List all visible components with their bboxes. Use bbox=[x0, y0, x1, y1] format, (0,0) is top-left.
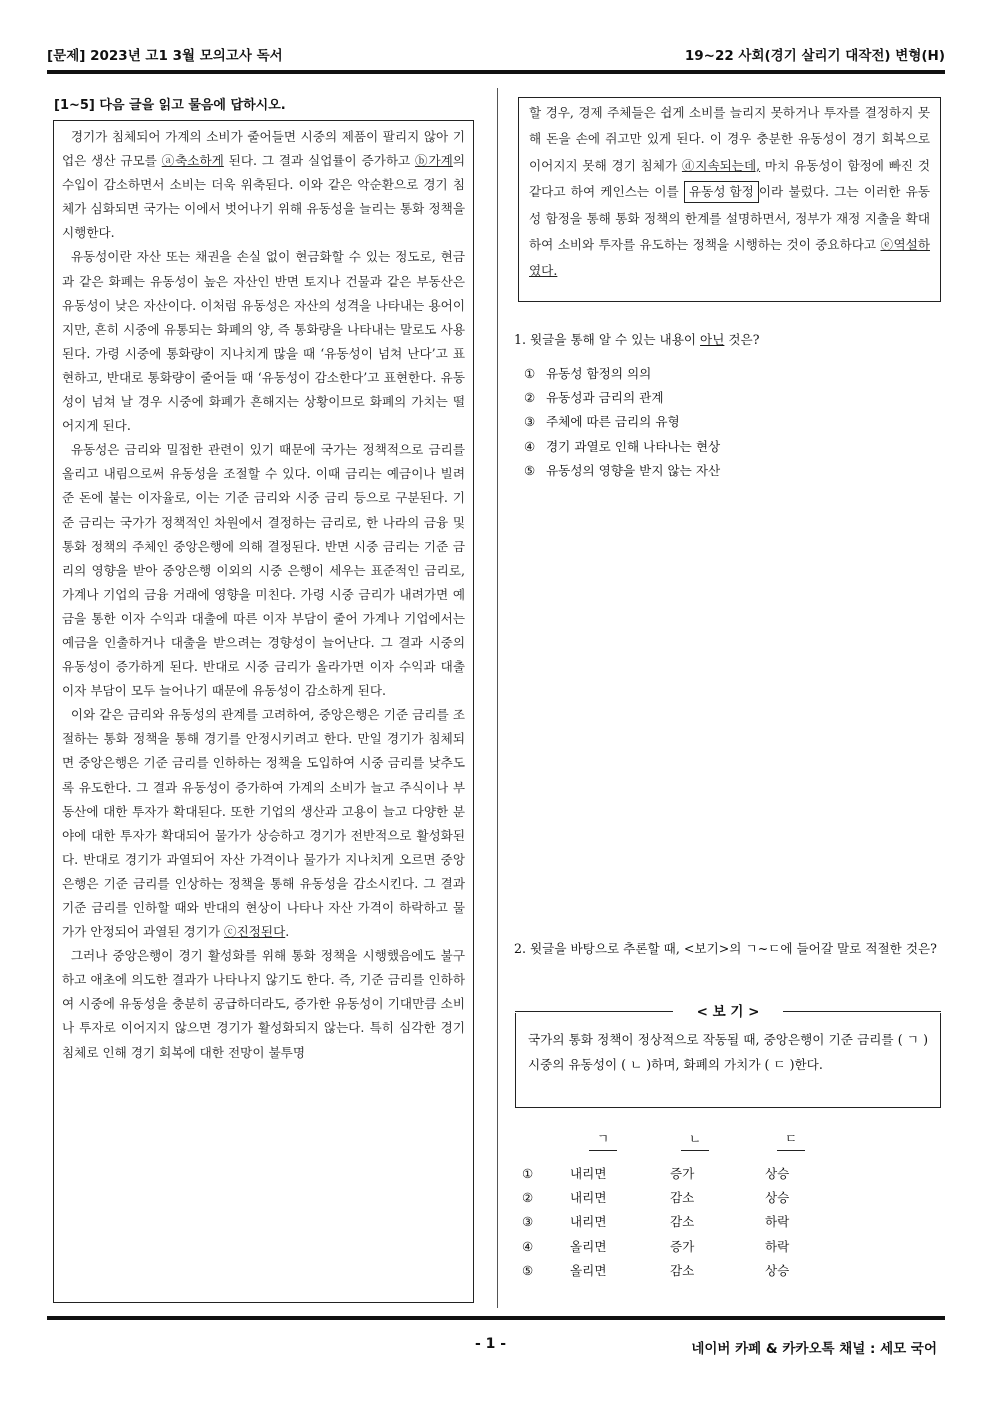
answer-number: ③ bbox=[522, 1214, 534, 1230]
answer-row-4[interactable] bbox=[522, 1235, 822, 1259]
answer-number: ① bbox=[522, 1166, 534, 1181]
choice-text: 유동성의 영향을 받지 않는 자산 bbox=[546, 462, 721, 478]
page-header bbox=[47, 44, 945, 66]
q1-stem-emphasis: 아닌 bbox=[700, 332, 725, 347]
header-digeut: ㄷ bbox=[777, 1128, 805, 1151]
choice-number: ① bbox=[524, 366, 536, 381]
choice-text: 주체에 따른 금리의 유형 bbox=[546, 414, 680, 430]
passage-box bbox=[53, 120, 474, 1303]
answer-nieun: 감소 bbox=[670, 1214, 695, 1230]
passage-paragraph-2: 유동성이란 자산 또는 채권을 손실 없이 현금화할 수 있는 정도로, 현금과 같은 화폐는 유동성이 높은 자산인 반면 토지나 건물과 같은 부동산은 유동성이 낮은 자산이다. 이처럼 유동성은 자산의 성격을 나타내는 용어이지만, 흔히 시중에 유통되는 화폐의 양, 즉 통화량을 나타내는 말로도 사용된다. 가령 시중에 통화량이 지나치게 많을 때 ‘유동성이 넘쳐 난다’고 표현하고, 반대로 통화량이 줄어들 때 ‘유동성이 감소한다’고 표현한다. 유동성이 넘쳐 날 경우 시중에 화폐가 흔해지는 상황이므로 화폐의 가치는 떨어지게 된다. bbox=[62, 249, 465, 434]
answer-nieun: 감소 bbox=[670, 1190, 695, 1206]
cont-text-c: 이라 불렀다. 그는 이러한 유동성 함정을 통해 통화 정책의 한계를 설명하면서, 정부가 재정 지출을 확대하여 소비와 투자를 유도하는 정책을 시행하는 것이 중요하다고 bbox=[529, 184, 930, 253]
choice-text: 유동성과 금리의 관계 bbox=[546, 390, 664, 406]
header-giyeok: ㄱ bbox=[589, 1128, 617, 1151]
bogi-box bbox=[515, 1013, 941, 1108]
footer-credit: 네이버 카페 & 카카오톡 채널 : 세모 국어 bbox=[691, 1341, 937, 1357]
choice-number: ④ bbox=[524, 438, 536, 454]
instruction: [1~5] 다음 글을 읽고 물음에 답하시오. bbox=[54, 98, 286, 113]
passage-paragraph-1 bbox=[62, 125, 465, 245]
question-2-stem: 2. 윗글을 바탕으로 추론할 때, <보기>의 ㄱ~ㄷ에 들어갈 말로 적절한 것은? bbox=[514, 941, 937, 956]
choice-number: ③ bbox=[524, 414, 536, 430]
liquidity-trap-term: 유동성 함정 bbox=[684, 181, 759, 203]
exam-title: [문제] 2023년 고1 3월 모의고사 독서 bbox=[47, 48, 283, 64]
passage-topic: 19~22 사회(경기 살리기 대작전) 변형(H) bbox=[684, 48, 945, 64]
choice-4[interactable] bbox=[524, 435, 942, 459]
answer-row-2[interactable] bbox=[522, 1186, 822, 1210]
page-number: - 1 - bbox=[475, 1336, 507, 1352]
answer-row-3[interactable] bbox=[522, 1210, 822, 1234]
choice-5[interactable] bbox=[524, 459, 942, 483]
choice-text: 유동성 함정의 의의 bbox=[546, 366, 652, 381]
p4-text-a: 이와 같은 금리와 유동성의 관계를 고려하여, 중앙은행은 기준 금리를 조절하는 통화 정책을 통해 경기를 안정시키려고 한다. 만일 경기가 침체되면 중앙은행은 기준 금리를 인하하는 정책을 도입하여 시중 금리를 낮추도록 유도한다. 그 결과 유동성이 증가하여 가계의 소비가 늘고 주식이나 부동산에 대한 투자가 확대된다. 또한 기업의 생산과 고용이 늘고 다양한 분야에 대한 투자가 확대되어 물가가 상승하고 경기가 전반적으로 활성화된다. 반대로 경기가 과열되어 자산 가격이나 물가가 지나치게 오르면 중앙은행은 기준 금리를 인상하는 정책을 통해 유동성을 감소시킨다. 그 결과 기준 금리를 인하할 때와 반대의 현상이 나타나 자산 가격이 하락하고 물가가 안정되어 과열된 경기가 bbox=[62, 707, 465, 940]
q1-stem-b: 것은? bbox=[724, 332, 760, 347]
p4-text-b: . bbox=[285, 924, 290, 940]
choice-text: 경기 과열로 인해 나타나는 현상 bbox=[546, 438, 721, 454]
passage-continuation-box bbox=[518, 97, 941, 302]
cont-text-a: 할 경우, 경제 주체들은 쉽게 소비를 늘리지 못하거나 투자를 결정하지 못해 돈을 손에 쥐고만 있게 된다. 이 경우 충분한 유동성이 경기 회복으로 이어지지 못해 경기 침체가 bbox=[529, 105, 930, 173]
answer-giyeok: 올리면 bbox=[570, 1262, 607, 1278]
answer-giyeok: 내리면 bbox=[570, 1214, 607, 1230]
question-2 bbox=[514, 937, 944, 961]
bogi-label: < 보 기 > bbox=[696, 1004, 760, 1020]
header-rule bbox=[47, 70, 945, 74]
answer-table-header bbox=[522, 1128, 822, 1162]
passage-paragraph-3: 유동성은 금리와 밀접한 관련이 있기 때문에 국가는 정책적으로 금리를 올리고 내림으로써 유동성을 조절할 수 있다. 이때 금리는 예금이나 빌려준 돈에 붙는 이자율로, 이는 기준 금리와 시중 금리 등으로 구분된다. 기준 금리는 국가가 정책적인 차원에서 결정하는 금리로, 한 나라의 금융 및 통화 정책의 주체인 중앙은행에 의해 결정된다. 반면 시중 금리는 기준 금리의 영향을 받아 중앙은행 이외의 시중 은행이 세우는 표준적인 금리로, 가계나 기업의 금융 거래에 영향을 미친다. 가령 시중 금리가 내려가면 예금을 통한 이자 수익과 대출에 따른 이자 부담이 줄어 가계나 기업에서는 예금을 인출하거나 대출을 받으려는 경향성이 늘어난다. 그 결과 시중의 유동성이 증가하게 된다. 반대로 시중 금리가 올라가면 이자 수익과 대출 이자 부담이 모두 늘어나기 때문에 유동성이 감소하게 된다. bbox=[62, 442, 465, 699]
passage-continuation bbox=[529, 100, 930, 285]
bogi-text: 국가의 통화 정책이 정상적으로 작동될 때, 중앙은행이 기준 금리를 ( ㄱ ) 시중의 유동성이 ( ㄴ )하며, 화폐의 가치가 ( ㄷ )한다. bbox=[528, 1032, 928, 1072]
mark-d: ⓓ지속되는데, bbox=[681, 157, 761, 173]
footer-rule bbox=[47, 1316, 945, 1320]
answer-row-1[interactable] bbox=[522, 1162, 822, 1186]
answer-giyeok: 올리면 bbox=[570, 1238, 607, 1254]
answer-number: ⑤ bbox=[522, 1262, 534, 1278]
answer-number: ④ bbox=[522, 1238, 534, 1254]
answer-digeut: 하락 bbox=[765, 1238, 790, 1254]
question-1 bbox=[514, 328, 942, 483]
mark-e: ⓔ역설하였다. bbox=[529, 237, 930, 279]
passage-paragraph-5: 그러나 중앙은행이 경기 활성화를 위해 통화 정책을 시행했음에도 불구하고 애초에 의도한 결과가 나타나지 않기도 한다. 즉, 기준 금리를 인하하여 시중에 유동성을 충분히 공급하더라도, 증가한 유동성이 기대만큼 소비나 투자로 이어지지 않으면 경기가 활성화되지 않는다. 특히 심각한 경기 침체로 인해 경기 회복에 대한 전망이 불투명 bbox=[62, 948, 465, 1060]
bogi-rule-right bbox=[783, 1011, 941, 1012]
answer-nieun: 증가 bbox=[670, 1238, 695, 1254]
answer-row-5[interactable] bbox=[522, 1259, 822, 1283]
answer-giyeok: 내리면 bbox=[570, 1190, 607, 1206]
answer-nieun: 감소 bbox=[670, 1262, 695, 1278]
choice-number: ② bbox=[524, 390, 536, 406]
answer-digeut: 상승 bbox=[765, 1166, 790, 1181]
mark-b: ⓑ가계 bbox=[415, 153, 453, 169]
header-nieun: ㄴ bbox=[681, 1128, 709, 1151]
choice-number: ⑤ bbox=[524, 462, 536, 478]
question-1-stem bbox=[514, 328, 942, 352]
answer-giyeok: 내리면 bbox=[570, 1166, 607, 1181]
answer-digeut: 상승 bbox=[765, 1190, 790, 1206]
q1-stem-a: 1. 윗글을 통해 알 수 있는 내용이 bbox=[514, 332, 701, 347]
mark-a: ⓐ축소하게 bbox=[161, 153, 224, 169]
choice-3[interactable] bbox=[524, 410, 942, 434]
answer-digeut: 하락 bbox=[765, 1214, 790, 1230]
answer-table bbox=[522, 1128, 822, 1283]
passage-paragraph-4 bbox=[62, 703, 465, 944]
question-1-choices bbox=[524, 362, 942, 483]
choice-2[interactable] bbox=[524, 386, 942, 410]
p1-text-c: 의 수입이 감소하면서 소비는 더욱 위축된다. 이와 같은 악순환으로 경기 침체가 심화되면 국가는 이에서 벗어나기 위해 유동성을 늘리는 통화 정책을 시행한다. bbox=[62, 153, 465, 241]
answer-digeut: 상승 bbox=[765, 1262, 790, 1278]
cont-text-b: 마치 유동성이 함정에 빠진 것 같다고 하여 케인스는 이를 bbox=[529, 157, 930, 200]
choice-1[interactable] bbox=[524, 362, 942, 386]
mark-c: ⓒ진정된다 bbox=[224, 924, 286, 940]
answer-nieun: 증가 bbox=[670, 1166, 695, 1181]
answer-number: ② bbox=[522, 1190, 534, 1206]
p1-text-a: 경기가 침체되어 가계의 소비가 줄어들면 시중의 제품이 팔리지 않아 기업은 생산 규모를 bbox=[62, 129, 465, 169]
p1-text-b: 된다. 그 결과 실업률이 증가하고 bbox=[223, 153, 416, 169]
column-divider bbox=[497, 88, 498, 1308]
